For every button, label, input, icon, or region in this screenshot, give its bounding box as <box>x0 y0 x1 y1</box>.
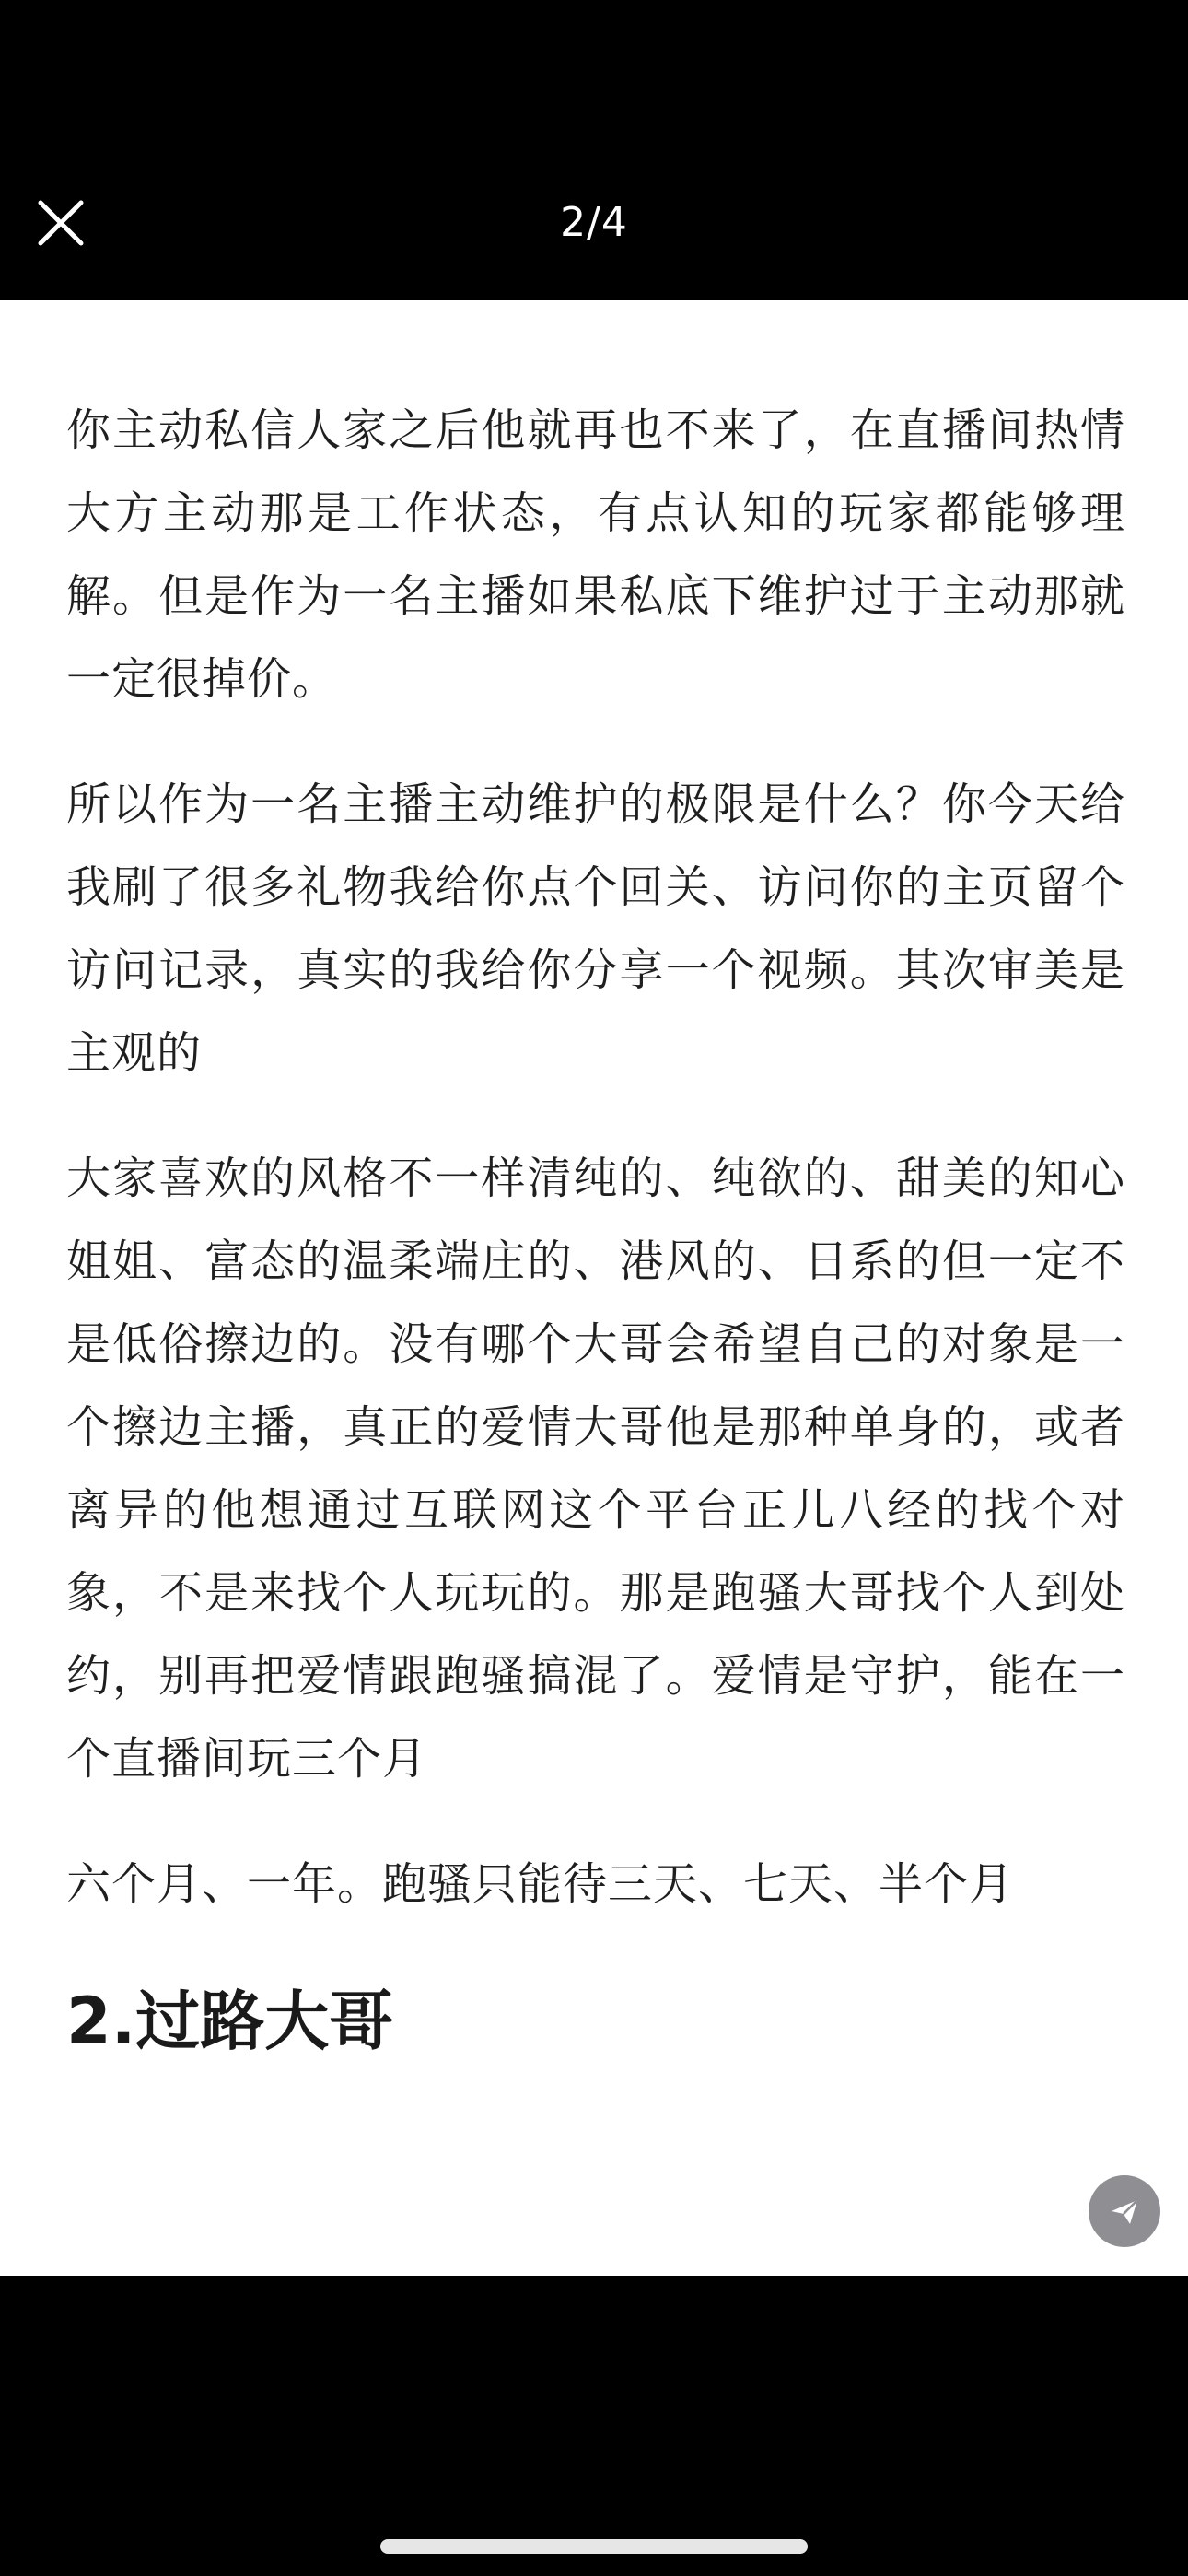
paragraph-3: 大家喜欢的风格不一样清纯的、纯欲的、甜美的知心姐姐、富态的温柔端庄的、港风的、日系的但一定不是低俗擦边的。没有哪个大哥会希望自己的对象是一个擦边主播，真正的爱情大哥他是那种单身的，或者离异的他想通过互联网这个平台正儿八经的找个对象，不是来找个人玩玩的。那是跑骚大哥找个人到处约，别再把爱情跟跑骚搞混了。爱情是守护，能在一个直播间玩三个月 <box>66 1153 1125 1785</box>
image-content[interactable] <box>0 300 1188 2276</box>
top-bar <box>0 0 1188 300</box>
bottom-area <box>0 2276 1188 2576</box>
article-body <box>66 389 1125 2066</box>
paragraph-2: 所以作为一名主播主动维护的极限是什么？你今天给我刷了很多礼物我给你点个回关、访问你的主页留个访问记录，真实的我给你分享一个视频。其次审美是主观的 <box>66 779 1125 1079</box>
share-button[interactable] <box>1089 2175 1160 2247</box>
section-heading: 2.过路大哥 <box>66 1984 394 2059</box>
home-indicator[interactable] <box>380 2539 808 2554</box>
paragraph-1: 你主动私信人家之后他就再也不来了，在直播间热情大方主动那是工作状态，有点认知的玩家都能够理解。但是作为一名主播如果私底下维护过于主动那就一定很掉价。 <box>66 404 1125 705</box>
paragraph-4: 六个月、一年。跑骚只能待三天、七天、半个月 <box>66 1858 1015 1910</box>
page-counter: 2/4 <box>560 199 628 246</box>
send-icon <box>1106 2193 1143 2230</box>
